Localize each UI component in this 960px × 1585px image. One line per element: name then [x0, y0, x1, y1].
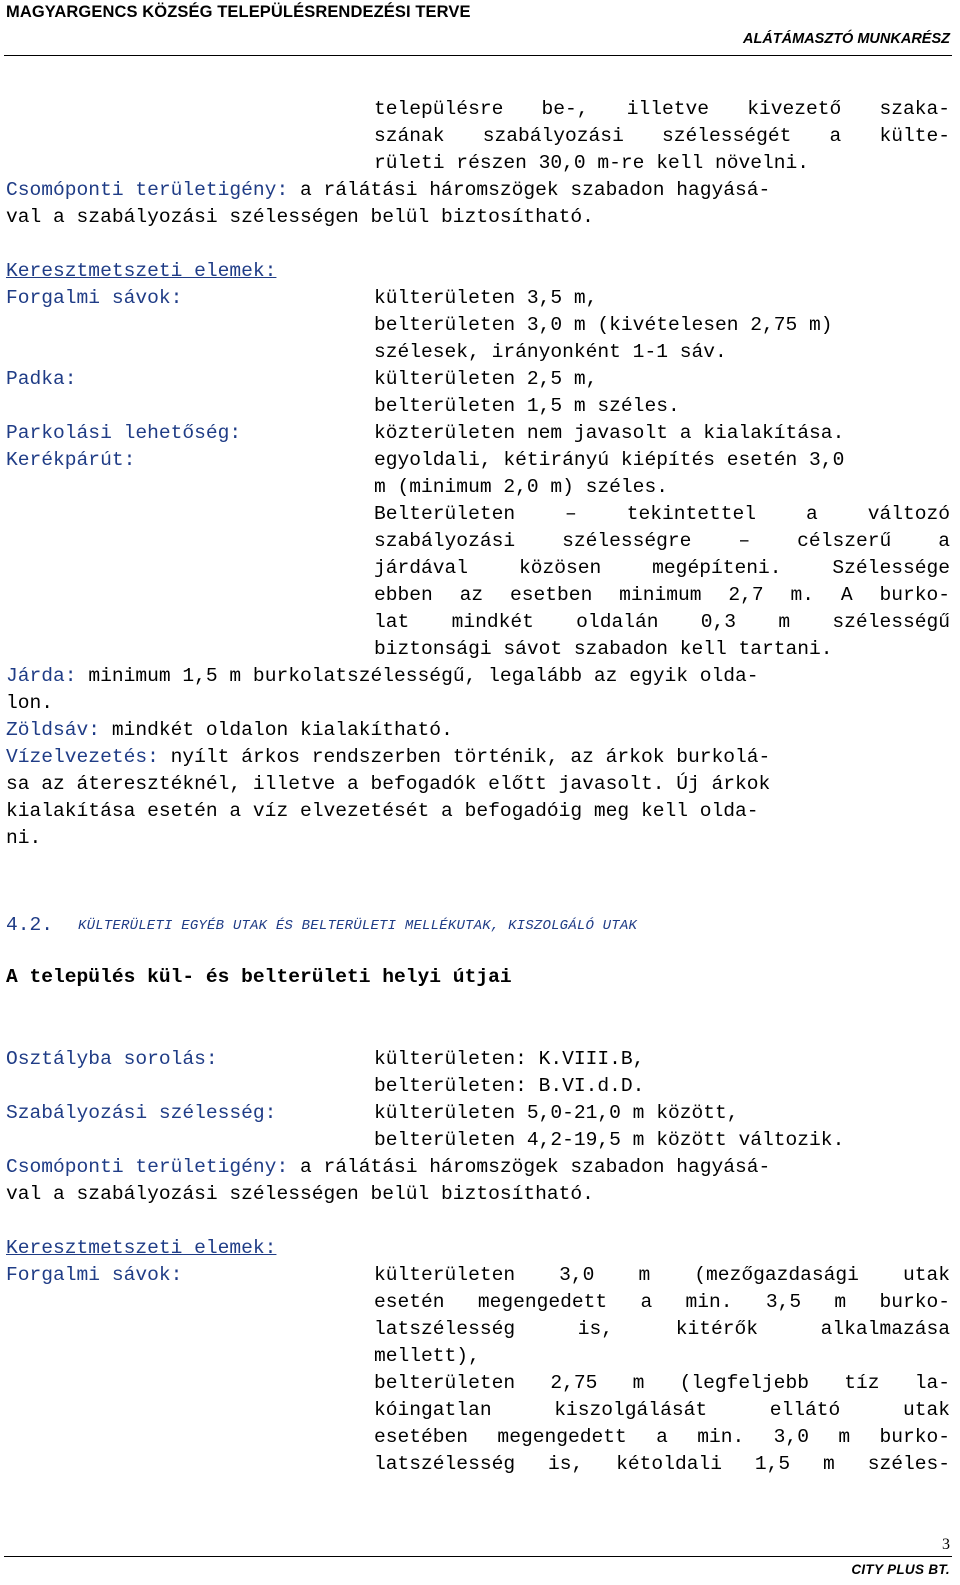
footer-rule	[4, 1556, 952, 1557]
text-line: Zöldsáv: mindkét oldalon kialakítható.	[6, 719, 453, 741]
section-number: 4.2.	[6, 914, 54, 936]
subheading-keresztmetszeti: Keresztmetszeti elemek:	[6, 260, 277, 282]
text-line: közterületen nem javasolt a kialakítása.	[374, 422, 845, 444]
text-line: ebben az esetben minimum 2,7 m. A burko-	[374, 584, 950, 606]
text-line: latszélesség is, kitérők alkalmazása	[374, 1318, 950, 1340]
label-forgalmi-savok-2: Forgalmi sávok:	[6, 1264, 183, 1286]
text-line: m (minimum 2,0 m) széles.	[374, 476, 668, 498]
text-line: Csomóponti területigény: a rálátási háromszögek szabadon hagyásá-	[6, 1156, 771, 1178]
text-line: mellett),	[374, 1345, 480, 1367]
text-line: egyoldali, kétirányú kiépítés esetén 3,0	[374, 449, 845, 471]
text-line: biztonsági sávot szabadon kell tartani.	[374, 638, 833, 660]
text-line: külterületen 2,5 m,	[374, 368, 598, 390]
label-csomoponti: Csomóponti területigény:	[6, 179, 289, 201]
text-line: járdával közösen megépíteni. Szélessége	[374, 557, 950, 579]
text-line: lat mindkét oldalán 0,3 m szélességű	[374, 611, 950, 633]
text-line: településre be-, illetve kivezető szaka-	[374, 98, 950, 120]
text-line: belterületen 4,2-19,5 m között változik.	[374, 1129, 845, 1151]
text-line: Csomóponti területigény: a rálátási háromszögek szabadon hagyásá-	[6, 179, 771, 201]
document-subtitle: ALÁTÁMASZTÓ MUNKARÉSZ	[742, 31, 950, 47]
footer-brand: CITY PLUS BT.	[851, 1562, 950, 1577]
label-parkolasi: Parkolási lehetőség:	[6, 422, 242, 444]
text-line: val a szabályozási szélességen belül biztosítható.	[6, 206, 594, 228]
subheading-keresztmetszeti-2: Keresztmetszeti elemek:	[6, 1237, 277, 1259]
section-heading: A település kül- és belterületi helyi útjai	[6, 966, 512, 988]
label-vizelvezetes: Vízelvezetés:	[6, 746, 159, 768]
text-line: Belterületen – tekintettel a változó	[374, 503, 950, 525]
text-line: belterületen: B.VI.d.D.	[374, 1075, 645, 1097]
label-zoldsav: Zöldsáv:	[6, 719, 101, 741]
text-line: Vízelvezetés: nyílt árkos rendszerben történik, az árkok burkolá-	[6, 746, 771, 768]
text-line: szélesek, irányonként 1-1 sáv.	[374, 341, 727, 363]
text-line: rületi részen 30,0 m-re kell növelni.	[374, 152, 810, 174]
text-line: esetében megengedett a min. 3,0 m burko-	[374, 1426, 950, 1448]
page-number: 3	[942, 1536, 950, 1553]
label-osztalyba-sorolas: Osztályba sorolás:	[6, 1048, 218, 1070]
text-line: külterületen 3,5 m,	[374, 287, 598, 309]
label-kerekparut: Kerékpárút:	[6, 449, 136, 471]
text-line: külterületen 3,0 m (mezőgazdasági utak	[374, 1264, 950, 1286]
text-line: szabályozási szélességre – célszerű a	[374, 530, 950, 552]
text-line: lon.	[6, 692, 54, 714]
section-title: KÜLTERÜLETI EGYÉB UTAK ÉS BELTERÜLETI MELLÉKUTAK, KISZOLGÁLÓ UTAK	[78, 918, 638, 934]
text-line: sa az áteresztéknél, illetve a befogadók előtt javasolt. Új árkok	[6, 773, 771, 795]
header-rule	[4, 55, 952, 56]
text-line: belterületen 1,5 m széles.	[374, 395, 680, 417]
text-line: ni.	[6, 827, 42, 849]
label-forgalmi-savok: Forgalmi sávok:	[6, 287, 183, 309]
document-title: MAGYARGENCS KÖZSÉG TELEPÜLÉSRENDEZÉSI TERVE	[6, 3, 471, 21]
text-line: külterületen 5,0-21,0 m között,	[374, 1102, 739, 1124]
text-line: latszélesség is, kétoldali 1,5 m széles-	[374, 1453, 950, 1475]
text-line: belterületen 2,75 m (legfeljebb tíz la-	[374, 1372, 950, 1394]
label-padka: Padka:	[6, 368, 77, 390]
text-line: kóingatlan kiszolgálását ellátó utak	[374, 1399, 950, 1421]
text-line: esetén megengedett a min. 3,5 m burko-	[374, 1291, 950, 1313]
text-line: külterületen: K.VIII.B,	[374, 1048, 645, 1070]
text-line: kialakítása esetén a víz elvezetését a befogadóig meg kell olda-	[6, 800, 759, 822]
text-line: Járda: minimum 1,5 m burkolatszélességű, legalább az egyik olda-	[6, 665, 759, 687]
label-jarda: Járda:	[6, 665, 77, 687]
text-line: val a szabályozási szélességen belül biztosítható.	[6, 1183, 594, 1205]
text-line: szának szabályozási szélességét a külte-	[374, 125, 950, 147]
text-line: belterületen 3,0 m (kivételesen 2,75 m)	[374, 314, 833, 336]
label-szabalyozasi-szelesseg: Szabályozási szélesség:	[6, 1102, 277, 1124]
label-csomoponti-2: Csomóponti területigény:	[6, 1156, 289, 1178]
